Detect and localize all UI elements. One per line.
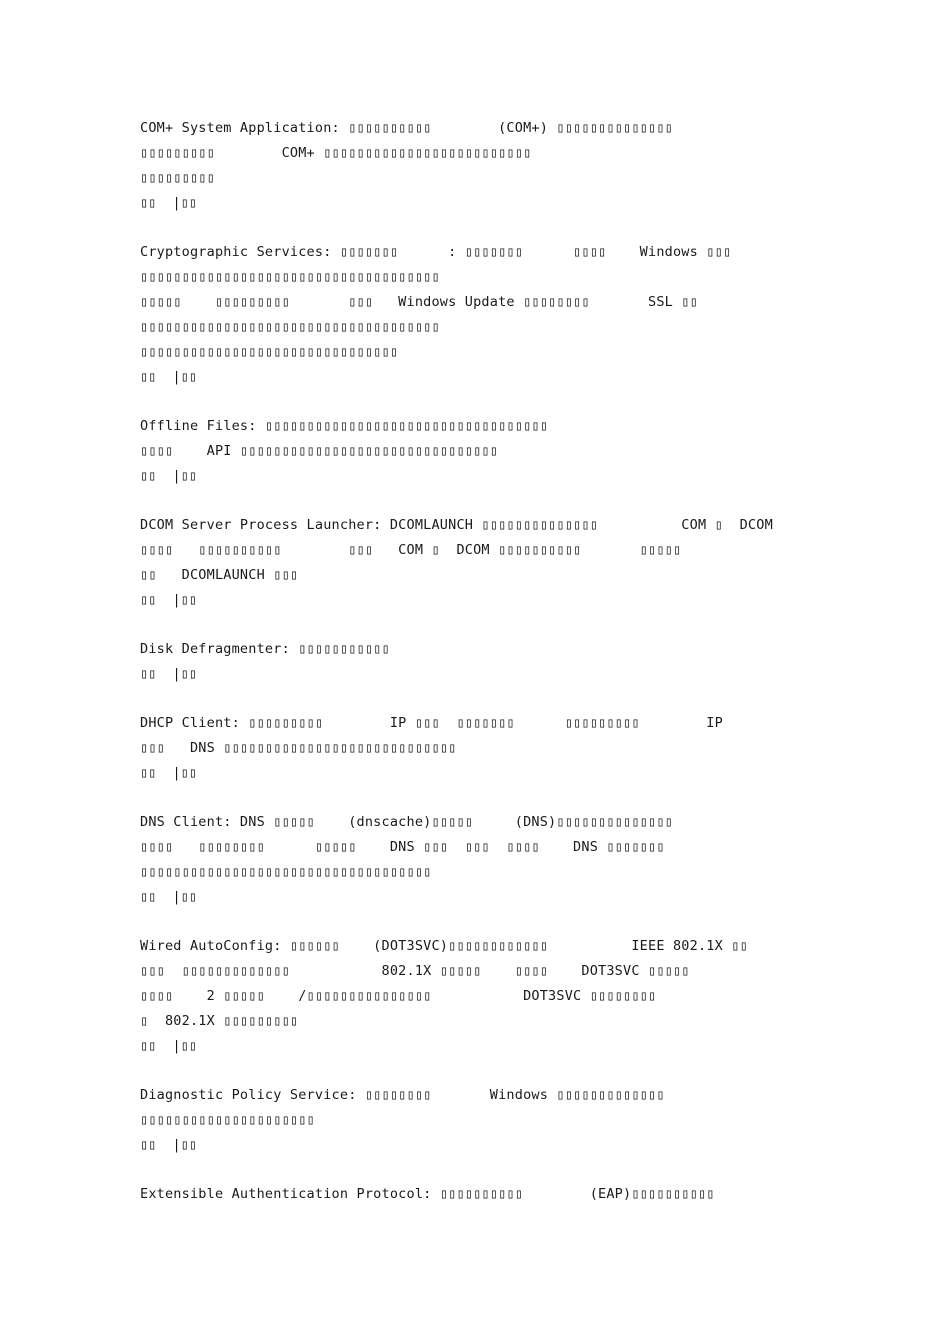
service-entry-dcom-server-process-launcher [140,513,830,613]
service-entry-extensible-authentication-protocol [140,1182,830,1207]
entry-line: Offline Files: ▯▯▯▯▯▯▯▯▯▯▯▯▯▯▯▯▯▯▯▯▯▯▯▯▯▯▯▯▯▯▯▯▯▯ [140,418,549,434]
entry-line: ▯▯▯▯ ▯▯▯▯▯▯▯▯ ▯▯▯▯▯ DNS ▯▯▯ ▯▯▯ ▯▯▯▯ DNS ▯▯▯▯▯▯▯ [140,839,665,855]
entry-line: Wired AutoConfig: ▯▯▯▯▯▯ (DOT3SVC)▯▯▯▯▯▯▯▯▯▯▯▯ IEEE 802.1X ▯▯ [140,938,748,954]
entry-line: ▯ 802.1X ▯▯▯▯▯▯▯▯▯ [140,1013,299,1029]
document-page [140,116,830,1231]
service-entry-disk-defragmenter [140,637,830,687]
entry-tag: ▯▯ |▯▯ [140,889,197,905]
entry-line: Disk Defragmenter: ▯▯▯▯▯▯▯▯▯▯▯ [140,641,390,657]
entry-tag: ▯▯ |▯▯ [140,765,197,781]
entry-line: ▯▯▯ DNS ▯▯▯▯▯▯▯▯▯▯▯▯▯▯▯▯▯▯▯▯▯▯▯▯▯▯▯▯ [140,740,457,756]
service-entry-dhcp-client [140,711,830,786]
entry-line: DNS Client: DNS ▯▯▯▯▯ (dnscache)▯▯▯▯▯ (DNS)▯▯▯▯▯▯▯▯▯▯▯▯▯▯ [140,814,673,830]
service-entry-wired-autoconfig [140,934,830,1059]
service-entry-cryptographic-services [140,240,830,390]
entry-line: ▯▯▯▯▯▯▯▯▯ COM+ ▯▯▯▯▯▯▯▯▯▯▯▯▯▯▯▯▯▯▯▯▯▯▯▯▯ [140,145,532,161]
entry-line: ▯▯▯▯ API ▯▯▯▯▯▯▯▯▯▯▯▯▯▯▯▯▯▯▯▯▯▯▯▯▯▯▯▯▯▯▯ [140,443,499,459]
entry-tag: ▯▯ |▯▯ [140,369,197,385]
entry-line: ▯▯▯▯▯▯▯▯▯▯▯▯▯▯▯▯▯▯▯▯▯▯▯▯▯▯▯▯▯▯▯▯▯▯▯▯ [140,319,440,335]
entry-line: ▯▯▯▯▯▯▯▯▯▯▯▯▯▯▯▯▯▯▯▯▯▯▯▯▯▯▯▯▯▯▯▯▯▯▯▯ [140,269,440,285]
service-entry-com-system-application [140,116,830,216]
entry-line: Extensible Authentication Protocol: ▯▯▯▯▯▯▯▯▯▯ (EAP)▯▯▯▯▯▯▯▯▯▯ [140,1186,715,1202]
entry-line: DHCP Client: ▯▯▯▯▯▯▯▯▯ IP ▯▯▯ ▯▯▯▯▯▯▯ ▯▯▯▯▯▯▯▯▯ IP [140,715,723,731]
entry-line: ▯▯▯▯▯ ▯▯▯▯▯▯▯▯▯ ▯▯▯ Windows Update ▯▯▯▯▯▯▯▯ SSL ▯▯ [140,294,698,310]
entry-tag: ▯▯ |▯▯ [140,666,197,682]
entry-tag: ▯▯ |▯▯ [140,1038,197,1054]
service-entry-offline-files [140,414,830,489]
entry-line: ▯▯▯▯ ▯▯▯▯▯▯▯▯▯▯ ▯▯▯ COM ▯ DCOM ▯▯▯▯▯▯▯▯▯▯ ▯▯▯▯▯ [140,542,682,558]
service-entry-diagnostic-policy-service [140,1083,830,1158]
entry-line: Diagnostic Policy Service: ▯▯▯▯▯▯▯▯ Windows ▯▯▯▯▯▯▯▯▯▯▯▯▯ [140,1087,665,1103]
entry-line: ▯▯▯▯▯▯▯▯▯▯▯▯▯▯▯▯▯▯▯▯▯ [140,1112,315,1128]
entry-line: ▯▯▯ ▯▯▯▯▯▯▯▯▯▯▯▯▯ 802.1X ▯▯▯▯▯ ▯▯▯▯ DOT3SVC ▯▯▯▯▯ [140,963,690,979]
entry-tag: ▯▯ |▯▯ [140,1137,197,1153]
entry-line: ▯▯▯▯▯▯▯▯▯▯▯▯▯▯▯▯▯▯▯▯▯▯▯▯▯▯▯▯▯▯▯▯▯▯▯ [140,864,432,880]
entry-line: ▯▯▯▯▯▯▯▯▯ [140,170,215,186]
entry-line: ▯▯ DCOMLAUNCH ▯▯▯ [140,567,299,583]
entry-line: COM+ System Application: ▯▯▯▯▯▯▯▯▯▯ (COM+) ▯▯▯▯▯▯▯▯▯▯▯▯▯▯ [140,120,673,136]
entry-line: Cryptographic Services: ▯▯▯▯▯▯▯ : ▯▯▯▯▯▯▯ ▯▯▯▯ Windows ▯▯▯ [140,244,732,260]
service-entry-dns-client [140,810,830,910]
entry-line: DCOM Server Process Launcher: DCOMLAUNCH ▯▯▯▯▯▯▯▯▯▯▯▯▯▯ COM ▯ DCOM [140,517,773,533]
entry-line: ▯▯▯▯▯▯▯▯▯▯▯▯▯▯▯▯▯▯▯▯▯▯▯▯▯▯▯▯▯▯▯ [140,344,399,360]
entry-tag: ▯▯ |▯▯ [140,468,197,484]
entry-tag: ▯▯ |▯▯ [140,592,197,608]
entry-line: ▯▯▯▯ 2 ▯▯▯▯▯ /▯▯▯▯▯▯▯▯▯▯▯▯▯▯▯ DOT3SVC ▯▯▯▯▯▯▯▯ [140,988,657,1004]
entry-tag: ▯▯ |▯▯ [140,195,197,211]
